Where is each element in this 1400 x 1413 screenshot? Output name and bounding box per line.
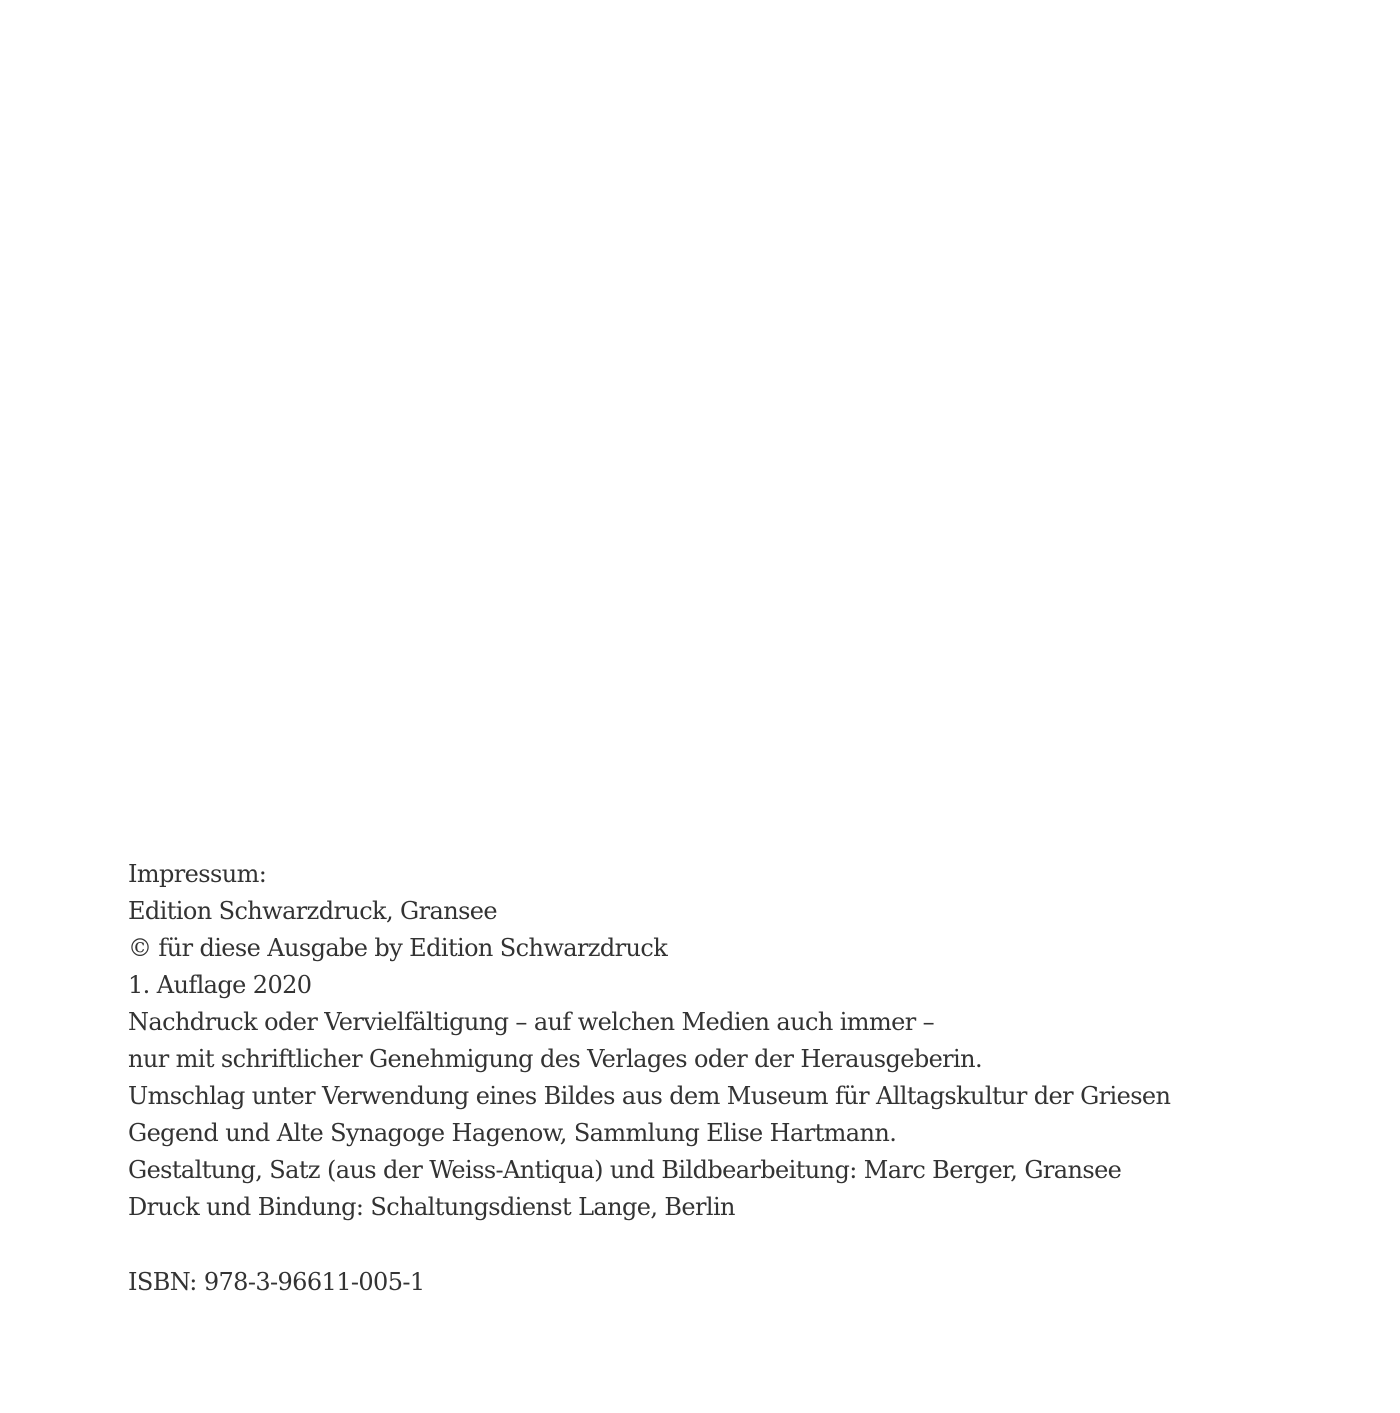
publisher-line: Edition Schwarzdruck, Gransee <box>128 897 497 925</box>
cover-credit-line-2: Gegend und Alte Synagoge Hagenow, Sammlung Elise Hartmann. <box>128 1119 897 1147</box>
imprint-block <box>128 856 1308 1226</box>
edition-line: 1. Auflage 2020 <box>128 971 312 999</box>
reproduction-notice-line-1: Nachdruck oder Vervielfältigung – auf welchen Medien auch immer – <box>128 1008 935 1036</box>
printing-credit-line: Druck und Bindung: Schaltungsdienst Lange, Berlin <box>128 1193 735 1221</box>
reproduction-notice-line-2: nur mit schriftlicher Genehmigung des Verlages oder der Herausgeberin. <box>128 1045 983 1073</box>
copyright-line: © für diese Ausgabe by Edition Schwarzdruck <box>128 934 668 962</box>
design-credit-line: Gestaltung, Satz (aus der Weiss-Antiqua) und Bildbearbeitung: Marc Berger, Gransee <box>128 1156 1122 1184</box>
isbn-line: ISBN: 978-3-96611-005-1 <box>128 1268 425 1296</box>
imprint-heading: Impressum: <box>128 860 267 888</box>
cover-credit-line-1: Umschlag unter Verwendung eines Bildes aus dem Museum für Alltagskultur der Griesen <box>128 1082 1171 1110</box>
